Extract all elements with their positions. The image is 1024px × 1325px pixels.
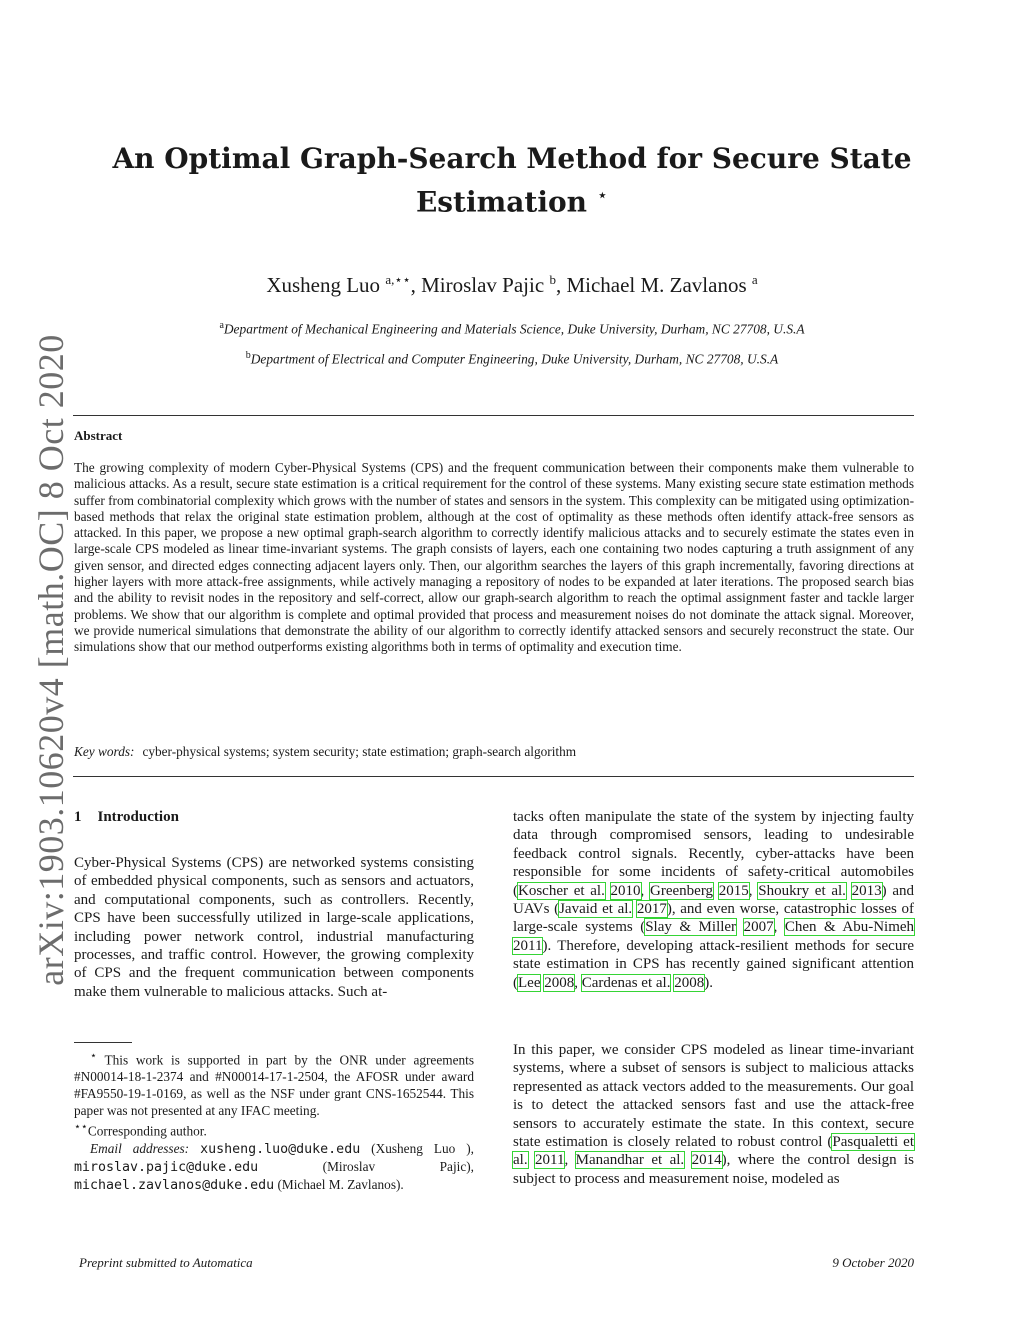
- email-link[interactable]: xusheng.luo@duke.edu: [200, 1141, 361, 1157]
- author-affiliation-mark: a,⋆⋆: [385, 272, 411, 287]
- left-column-paragraph: [74, 854, 474, 1001]
- footnotes: [74, 1048, 474, 1194]
- citation-year-link[interactable]: 2007: [743, 919, 774, 936]
- citation-link[interactable]: Slay & Miller: [645, 919, 737, 936]
- footnote-rule: [74, 1042, 132, 1043]
- arxiv-identifier: arXiv:1903.10620v4 [math.OC] 8 Oct 2020: [30, 334, 71, 986]
- author-name: Michael M. Zavlanos: [566, 273, 747, 297]
- affiliation-text: Department of Electrical and Computer Engineering, Duke University, Durham, NC 27708, U.S.A: [250, 351, 779, 367]
- author-name: Miroslav Pajic: [421, 273, 545, 297]
- abstract-text: The growing complexity of modern Cyber-Physical Systems (CPS) and the frequent communication between their components make them vulnerable to malicious attacks. As a result, secure state estimation is a critical requirement for the control of these systems. Many existing secure state estimation methods suffer from combinatorial complexity which grows with the number of states and sensors in the system. This complexity can be mitigated using optimization-based methods that relax the original state estimation problem, although at the cost of optimality as these methods often identify attack-free sensors as attacked. In this paper, we propose a new optimal graph-search algorithm to correctly identify malicious attacks and to securely estimate the states even in large-scale CPS modeled as linear time-invariant systems. The graph consists of layers, each one containing two nodes capturing a truth assignment of any given sensor, and directed edges connecting adjacent layers only. Then, our algorithm searches the layers of this graph incrementally, favoring directions at higher layers with more attack-free assignments, while actively managing a repository of nodes to be expanded at later iterations. The proposed search bias and the ability to revisit nodes in the repository and self-correct, allow our graph-search algorithm to reach the optimal assignment faster and tackle larger problems. We show that our algorithm is complete and optimal provided that process and measurement noises do not dominate the attack signal. Moreover, we provide numerical simulations that demonstrate the ability of our algorithm to correctly identify attacked sensors and securely reconstruct the state. Our simulations show that our method outperforms existing algorithms both in terms of optimality and execution time.: [74, 460, 914, 655]
- text: ). Therefore, developing attack-resilient methods for secure state estimation in CPS has recently gained significant attention (: [513, 937, 914, 991]
- funding-footnote: [74, 1048, 474, 1119]
- intro-paragraph: Cyber-Physical Systems (CPS) are networked systems consisting of embedded physical components, such as sensors and actuators, and computational components, such as controllers. Recently, CPS have been successfully utilized in large-scale applications, including power network control, industrial manufacturing processes, and traffic control. However, the growing complexity of CPS and the frequent communication between components make them vulnerable to malicious attacks. Such at-: [74, 855, 474, 1000]
- text: ), and even worse, catastrophic losses of large-scale systems (: [513, 901, 914, 936]
- affiliation-mark: b: [245, 350, 251, 361]
- text: ,: [574, 974, 582, 991]
- text: ), where the control design is subject to process and measurement noise, modeled as: [513, 1152, 915, 1187]
- text: ,: [748, 882, 759, 899]
- citation-year-link[interactable]: 2014: [691, 1152, 722, 1169]
- citation-link[interactable]: Lee: [518, 974, 541, 991]
- email-owner: (Xusheng Luo: [371, 1140, 456, 1156]
- email-link[interactable]: miroslav.pajic@duke.edu: [74, 1159, 259, 1175]
- text: In this paper, we consider CPS modeled as linear time-invariant systems, where a subset of sensors is subject to malicious attacks represented as attack vectors added to the measurements. Our goal is to detect the attacked sensors fast and use the attack-free sensors to accurately estimate the state. In this context, secure state estimation is closely related to robust control (: [513, 1042, 914, 1151]
- corresponding-footnote-text: Corresponding author.: [87, 1123, 207, 1139]
- email-link[interactable]: michael.zavlanos@duke.edu: [74, 1177, 275, 1193]
- funding-footnote-text: This work is supported in part by the ONR under agreements #N00014-18-1-2374 and #N00014-17-1-2504, the AFOSR under award #FA9550-19-1-0169, as well as the NSF under grant CNS-1652544. This paper was not presented at any IFAC meeting.: [74, 1052, 474, 1119]
- affiliation-text: Department of Mechanical Engineering and Materials Science, Duke University, Durham, NC 27708, U.S.A: [223, 321, 805, 337]
- citation-year-link[interactable]: 2011: [513, 937, 543, 954]
- author-affiliation-mark: b: [549, 272, 556, 287]
- citation-year-link[interactable]: 2010: [610, 882, 641, 899]
- affiliation-mark: a: [219, 320, 224, 331]
- citation-link[interactable]: Cardenas et al.: [581, 974, 671, 991]
- text: ).: [704, 974, 713, 991]
- author-name: Xusheng Luo: [266, 273, 381, 297]
- text: tacks often manipulate the state of the system by injecting faulty data through compromised sensors, leading to undesirable feedback control signals. Recently, cyber-attacks have been responsible for some incidents of safety-critical automobiles (: [513, 809, 914, 899]
- email-separator: ),: [466, 1140, 474, 1156]
- abstract-bottom-rule: [73, 776, 914, 777]
- text: ) and UAVs (: [513, 882, 915, 918]
- citation-link[interactable]: Greenberg: [650, 882, 714, 899]
- paper-title: [0, 140, 1024, 220]
- citation-year-link[interactable]: 2011: [535, 1152, 565, 1169]
- footer-date: 9 October 2020: [832, 1255, 914, 1270]
- citation-year-link[interactable]: 2017: [636, 901, 667, 918]
- email-owner: (Miroslav Pajic),: [322, 1158, 474, 1174]
- citation-year-link[interactable]: 2013: [851, 882, 882, 899]
- citation-year-link[interactable]: 2015: [718, 882, 749, 899]
- citation-link[interactable]: Manandhar et al.: [575, 1152, 685, 1169]
- footnote-mark: ⋆: [90, 1050, 97, 1062]
- citation-link[interactable]: Shoukry et al.: [758, 882, 846, 899]
- citation-link[interactable]: [518, 883, 605, 899]
- paragraph: [513, 808, 914, 992]
- corresponding-footnote: [74, 1119, 474, 1139]
- affiliation-b: [0, 350, 1024, 367]
- keywords-label: Key words:: [74, 744, 135, 759]
- footer-preprint-note: Preprint submitted to Automatica: [79, 1255, 253, 1270]
- title-line-1: An Optimal Graph-Search Method for Secure State: [112, 142, 912, 175]
- right-column-paragraph-2: [513, 1041, 914, 1188]
- author-affiliation-mark: a: [751, 272, 758, 287]
- citation-author: Koscher et al.: [518, 882, 605, 899]
- citation-year-link[interactable]: 2008: [674, 974, 705, 991]
- title-footnote-mark: ⋆: [596, 185, 609, 206]
- affiliation-a: [0, 320, 1024, 337]
- right-column-paragraph-1: [513, 808, 914, 992]
- title-line-2: Estimation: [415, 185, 588, 219]
- paragraph: [513, 1041, 914, 1188]
- section-title: Introduction: [97, 809, 179, 825]
- section-number: 1: [74, 809, 82, 825]
- email-label: Email addresses:: [90, 1140, 190, 1156]
- text: ,: [564, 1152, 576, 1169]
- section-heading: [74, 809, 179, 826]
- citation-link[interactable]: Chen & Abu-Nimeh: [784, 919, 915, 936]
- email-owner: (Michael M. Zavlanos).: [277, 1176, 404, 1192]
- citation-link[interactable]: Pasqualetti et al.: [513, 1134, 914, 1169]
- email-footnote: [74, 1140, 474, 1194]
- keywords: [74, 744, 914, 760]
- footnote-mark: ⋆⋆: [74, 1121, 88, 1134]
- text: ,: [773, 919, 785, 936]
- abstract-top-rule: [73, 415, 914, 416]
- citation-year-link[interactable]: 2008: [544, 974, 575, 991]
- citation-link[interactable]: Javaid et al.: [559, 901, 633, 918]
- abstract-heading: Abstract: [74, 428, 123, 443]
- keywords-text: cyber-physical systems; system security; state estimation; graph-search algorithm: [142, 744, 577, 759]
- text: ,: [640, 882, 651, 899]
- author-list: Xusheng Luo $^{a,⋆⋆}$, Miroslav Pajic $^b$, Michael M. Zavlanos $^a$: [266, 272, 758, 297]
